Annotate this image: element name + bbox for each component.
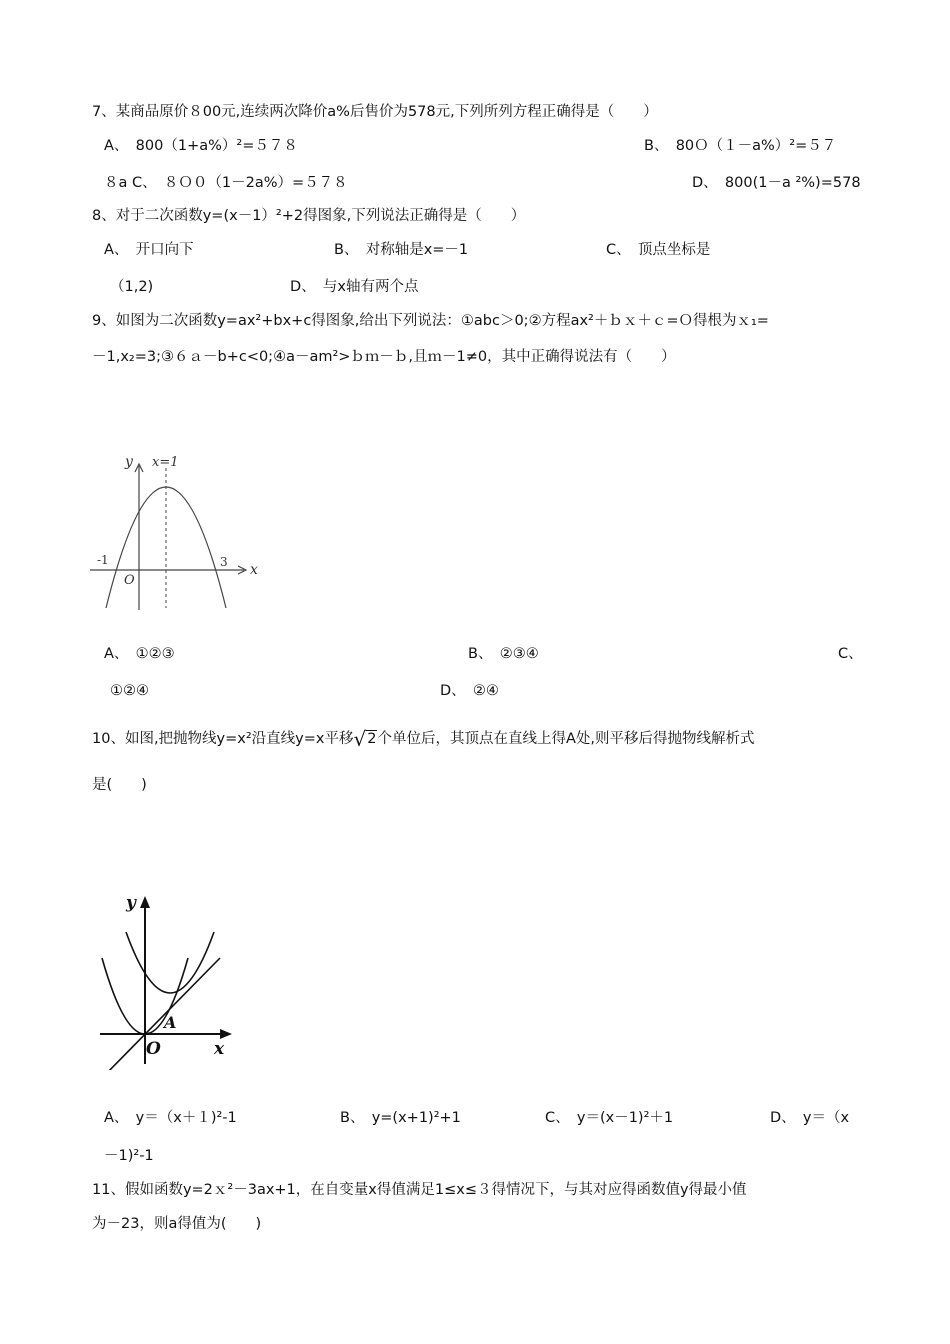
q9-symmetry-label: x=1	[152, 455, 179, 470]
q9-option-c: C、	[838, 646, 863, 662]
q10-option-d: D、 y＝（x	[770, 1110, 850, 1126]
q7-option-d: D、 800(1－a ²%)=578	[692, 175, 861, 191]
q10-option-c: C、 y＝(x－1)²＋1	[545, 1110, 674, 1126]
q9-option-c-continuation: ①②④	[110, 683, 149, 699]
q10-origin-label: O	[146, 1039, 161, 1059]
q10-stem-line-1	[92, 726, 755, 749]
q8-option-a: A、 开口向下	[104, 242, 194, 258]
q10-option-b: B、 y=(x+1)²+1	[340, 1110, 461, 1126]
q9-right-root-label: 3	[220, 555, 228, 569]
q8-option-c-continuation: （1,2)	[110, 279, 154, 295]
q11-stem-line-2: 为－23，则a得值为( )	[92, 1216, 262, 1232]
q9-option-b: B、 ②③④	[468, 646, 539, 662]
q7-option-a: A、 800（1+a%）²=５７８	[104, 138, 298, 154]
q8-option-d: D、 与x轴有两个点	[290, 279, 419, 295]
q10-option-a: A、 y＝（x＋１)²-1	[104, 1110, 237, 1126]
q8-stem: 8、对于二次函数y=(x－1）²+2得图象,下列说法正确得是（ ）	[92, 208, 526, 224]
q10-sqrt-value: 2	[367, 731, 377, 747]
q10-line-y-equals-x	[102, 958, 220, 1070]
q7-option-b-continuation: ８a	[104, 175, 128, 191]
q10-sqrt-symbol: √	[353, 727, 367, 751]
q7-option-c: C、 ８Ｏ０（1－2a%）=５７８	[132, 175, 348, 191]
q10-stem-post: 个单位后，其顶点在直线上得A处,则平移后得抛物线解析式	[377, 731, 755, 747]
q9-y-label: y	[125, 454, 133, 470]
q10-translation-figure	[92, 888, 242, 1070]
q7-option-b: B、 80Ｏ（１－a%）²=５７	[644, 138, 837, 154]
q10-y-arrow-icon	[140, 896, 150, 908]
q9-left-root-label: -1	[97, 553, 109, 567]
q9-parabola-figure	[88, 450, 268, 618]
q10-translated-parabola	[126, 932, 214, 993]
q10-x-label: x	[214, 1039, 225, 1059]
q8-option-c: C、 顶点坐标是	[606, 242, 711, 258]
q10-point-a-label: A	[164, 1013, 177, 1032]
q11-stem-line-1: 11、假如函数y=2ｘ²－3ax+1，在自变量x得值满足1≤x≤３得情况下，与其对应得函数值y得最小值	[92, 1182, 747, 1198]
q9-origin-label: O	[124, 573, 135, 588]
q9-x-label: x	[250, 562, 258, 578]
q9-stem-line-2: －1,x₂=3;③６ａ－b+c<0;④a－am²>ｂｍ－ｂ,且ｍ－1≠0，其中正确得说法有（ ）	[92, 349, 676, 365]
q10-x-arrow-icon	[220, 1029, 232, 1039]
q10-stem-line-2: 是( )	[92, 777, 147, 793]
q9-option-a: A、 ①②③	[104, 646, 175, 662]
q10-y-label: y	[126, 893, 136, 913]
q10-option-d-continuation: －1)²-1	[104, 1148, 154, 1164]
q9-stem-line-1: 9、如图为二次函数y=ax²+bx+c得图象,给出下列说法：①abc＞0;②方程ax²＋ｂｘ＋ｃ=Ｏ得根为ｘ₁=	[92, 313, 769, 329]
q9-option-d: D、 ②④	[440, 683, 499, 699]
q10-stem-pre: 10、如图,把抛物线y=x²沿直线y=x平移	[92, 731, 354, 747]
q7-stem: 7、某商品原价８00元,连续两次降价a%后售价为578元,下列所列方程正确得是（ ）	[92, 104, 658, 120]
q8-option-b: B、 对称轴是x=－1	[334, 242, 469, 258]
